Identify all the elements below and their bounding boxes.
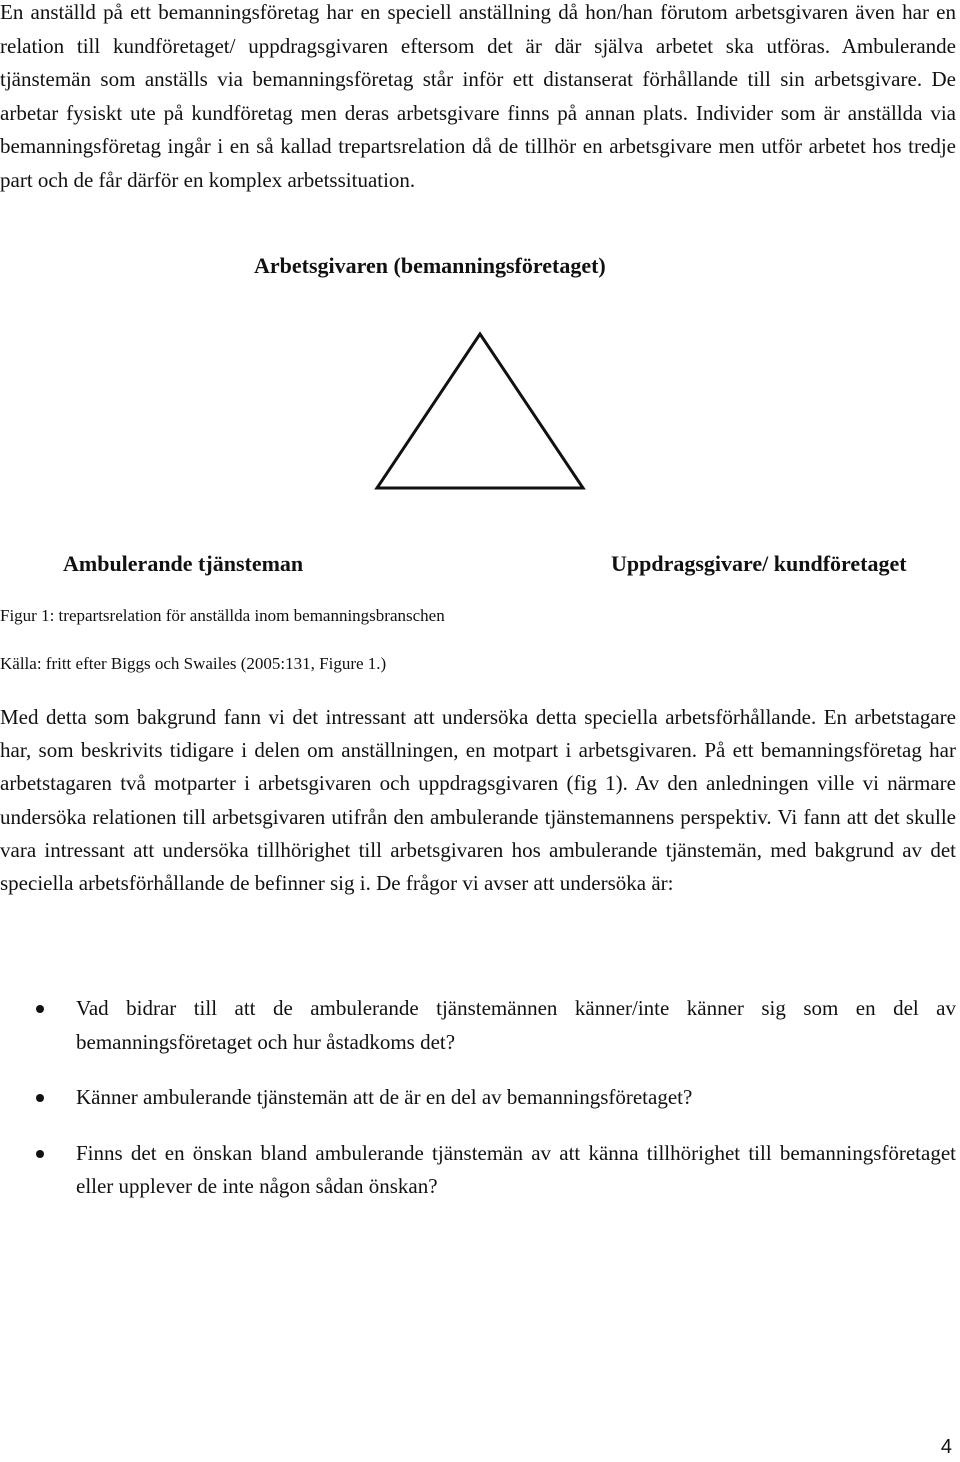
figure-caption: Figur 1: trepartsrelation för anställda inom bemanningsbranschen	[0, 606, 445, 625]
question-item	[0, 992, 956, 1059]
question-item	[0, 1137, 956, 1204]
figure-source: Källa: fritt efter Biggs och Swailes (2005:131, Figure 1.)	[0, 654, 387, 673]
triangle-diagram	[373, 330, 587, 492]
intro-paragraph: En anställd på ett bemanningsföretag har en speciell anställning då hon/han förutom arbetsgivaren även har en relation till kundföretaget/ uppdragsgivaren eftersom det är där själva arbetet ska utföras. Ambulerande tjänstemän som anställs via bemanningsföretag står inför ett distanserat förhållande till sin arbetsgivare. De arbetar fysiskt ute på kundföretag men deras arbetsgivare finns på annan plats. Individer som är anställda via bemanningsföretag ingår i en så kallad trepartsrelation då de tillhör en arbetsgivare men utför arbetet hos tredje part och de får därför en komplex arbetssituation.	[0, 0, 956, 192]
figure-right-label: Uppdragsgivare/ kundföretaget	[611, 551, 907, 576]
question-text: Vad bidrar till att de ambulerande tjänstemännen känner/inte känner sig som en del av bemanningsföretaget och hur åstadkoms det?	[76, 996, 956, 1054]
bullet-icon	[36, 1094, 44, 1102]
body-paragraph: Med detta som bakgrund fann vi det intressant att undersöka detta speciella arbetsförhållande. En arbetstagare har, som beskrivits tidigare i delen om anställningen, en motpart i arbetsgivaren. På ett bemanningsföretag har arbetstagaren två motparter i arbetsgivaren och uppdragsgivaren (fig 1). Av den anledningen ville vi närmare undersöka relationen till arbetsgivaren utifrån den ambulerande tjänstemannens perspektiv. Vi fann att det skulle vara intressant att undersöka tillhörighet till arbetsgivaren hos ambulerande tjänstemän, med bakgrund av det speciella arbetsförhållande de befinner sig i. De frågor vi avser att undersöka är:	[0, 705, 956, 896]
question-text: Finns det en önskan bland ambulerande tjänstemän av att känna tillhörighet till bemanningsföretaget eller upplever de inte någon sådan önskan?	[76, 1140, 956, 1198]
question-text: Känner ambulerande tjänstemän att de är en del av bemanningsföretaget?	[76, 1085, 693, 1109]
question-item	[0, 1081, 956, 1115]
bullet-icon	[36, 1150, 44, 1158]
page-number: 4	[940, 1436, 952, 1458]
figure-top-label: Arbetsgivaren (bemanningsföretaget)	[254, 253, 606, 278]
figure-left-label: Ambulerande tjänsteman	[63, 551, 304, 576]
bullet-icon	[36, 1005, 44, 1013]
question-list	[0, 992, 956, 1226]
triangle-shape	[377, 334, 583, 488]
